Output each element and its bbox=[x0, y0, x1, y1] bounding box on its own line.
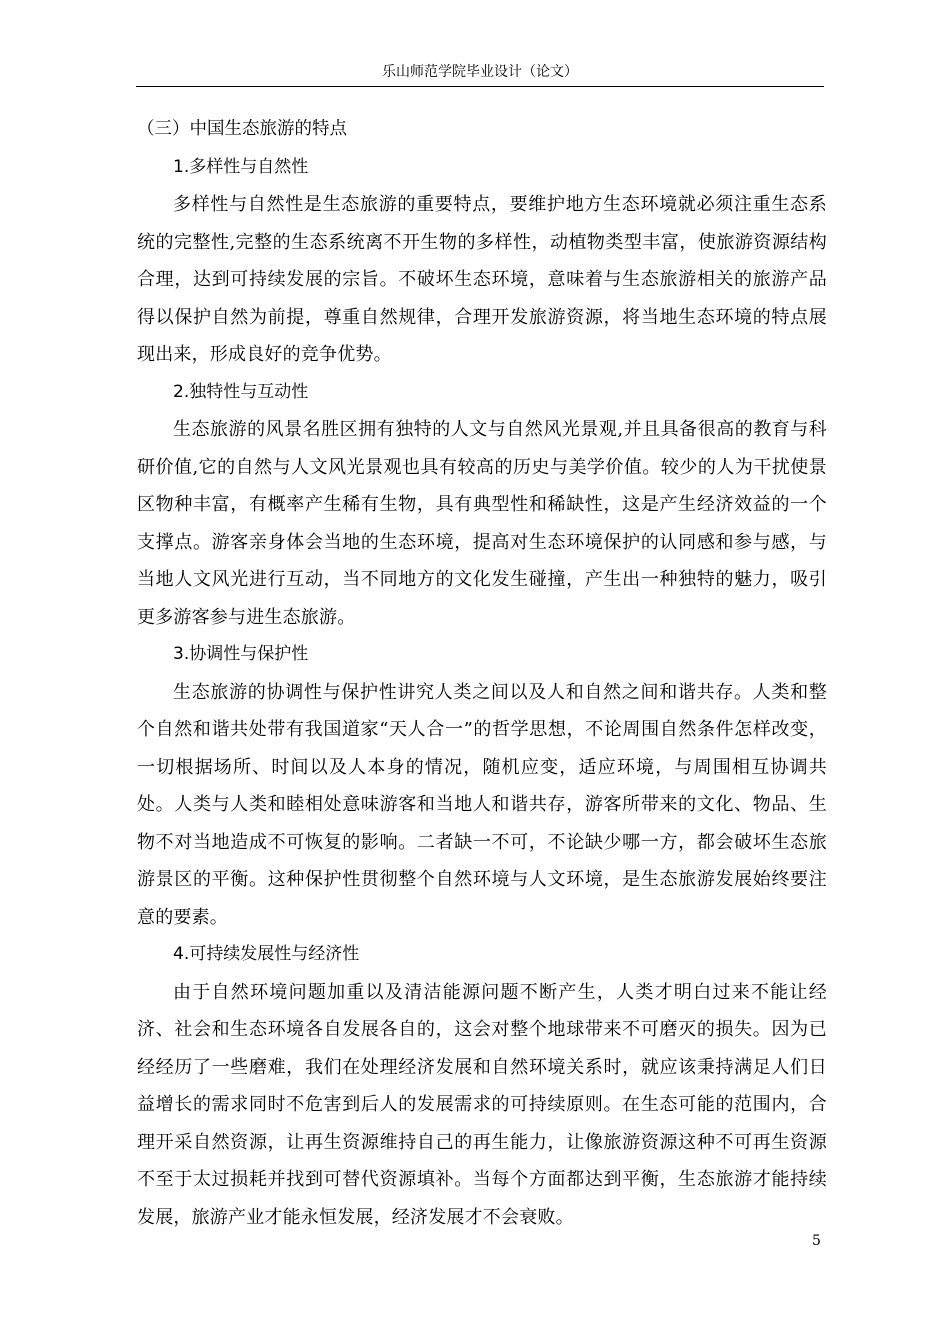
paragraph-2: 生态旅游的风景名胜区拥有独特的人文与自然风光景观,并且具备很高的教育与科研价值,它的自然与人文风光景观也具有较高的历史与美学价值。较少的人为干扰使景区物种丰富，有概率产生稀有生物，具有典型性和稀缺性，这是产生经济效益的一个支撑点。游客亲身体会当地的生态环境，提高对生态环境保护的认同感和参与感，与当地人文风光进行互动，当不同地方的文化发生碰撞，产生出一种独特的魅力，吸引更多游客参与进生态旅游。 bbox=[137, 419, 827, 628]
header-rule bbox=[136, 86, 824, 87]
paragraph-1: 多样性与自然性是生态旅游的重要特点，要维护地方生态环境就必须注重生态系统的完整性,完整的生态系统离不开生物的多样性，动植物类型丰富，使旅游资源结构合理，达到可持续发展的宗旨。不破坏生态环境，意味着与生态旅游相关的旅游产品得以保护自然为前提，尊重自然规律，合理开发旅游资源，将当地生态环境的特点展现出来，形成良好的竞争优势。 bbox=[137, 194, 827, 365]
paragraph-3: 生态旅游的协调性与保护性讲究人类之间以及人和自然之间和谐共存。人类和整个自然和谐共处带有我国道家“天人合一”的哲学思想，不论周围自然条件怎样改变，一切根据场所、时间以及人本身的情况，随机应变，适应环境，与周围相互协调共处。人类与人类和睦相处意味游客和当地人和谐共存，游客所带来的文化、物品、生物不对当地造成不可恢复的影响。二者缺一不可，不论缺少哪一方，都会破坏生态旅游景区的平衡。这种保护性贯彻整个自然环境与人文环境，是生态旅游发展始终要注意的要素。 bbox=[137, 681, 827, 928]
paragraph-4: 由于自然环境问题加重以及清洁能源问题不断产生，人类才明白过来不能让经济、社会和生态环境各自发展各自的，这会对整个地球带来不可磨灭的损失。因为已经经历了一些磨难，我们在处理经济发展和自然环境关系时，就应该秉持满足人们日益增长的需求同时不危害到后人的发展需求的可持续原则。在生态可能的范围内，合理开采自然资源，让再生资源维持自己的再生能力，让像旅游资源这种不可再生资源不至于太过损耗并找到可替代资源填补。当每个方面都达到平衡，生态旅游才能持续发展，旅游产业才能永恒发展，经济发展才不会衰败。 bbox=[137, 981, 827, 1228]
subsection-heading-1: 1.多样性与自然性 bbox=[173, 156, 309, 177]
page-number: 5 bbox=[812, 1233, 821, 1249]
subsection-heading-4: 4.可持续发展性与经济性 bbox=[173, 944, 360, 964]
document-body bbox=[137, 111, 827, 1236]
subsection-heading-3: 3.协调性与保护性 bbox=[173, 644, 309, 664]
page-header: 乐山师范学院毕业设计（论文） bbox=[382, 64, 578, 80]
section-heading: （三）中国生态旅游的特点 bbox=[137, 119, 347, 139]
subsection-heading-2: 2.独特性与互动性 bbox=[173, 381, 309, 402]
